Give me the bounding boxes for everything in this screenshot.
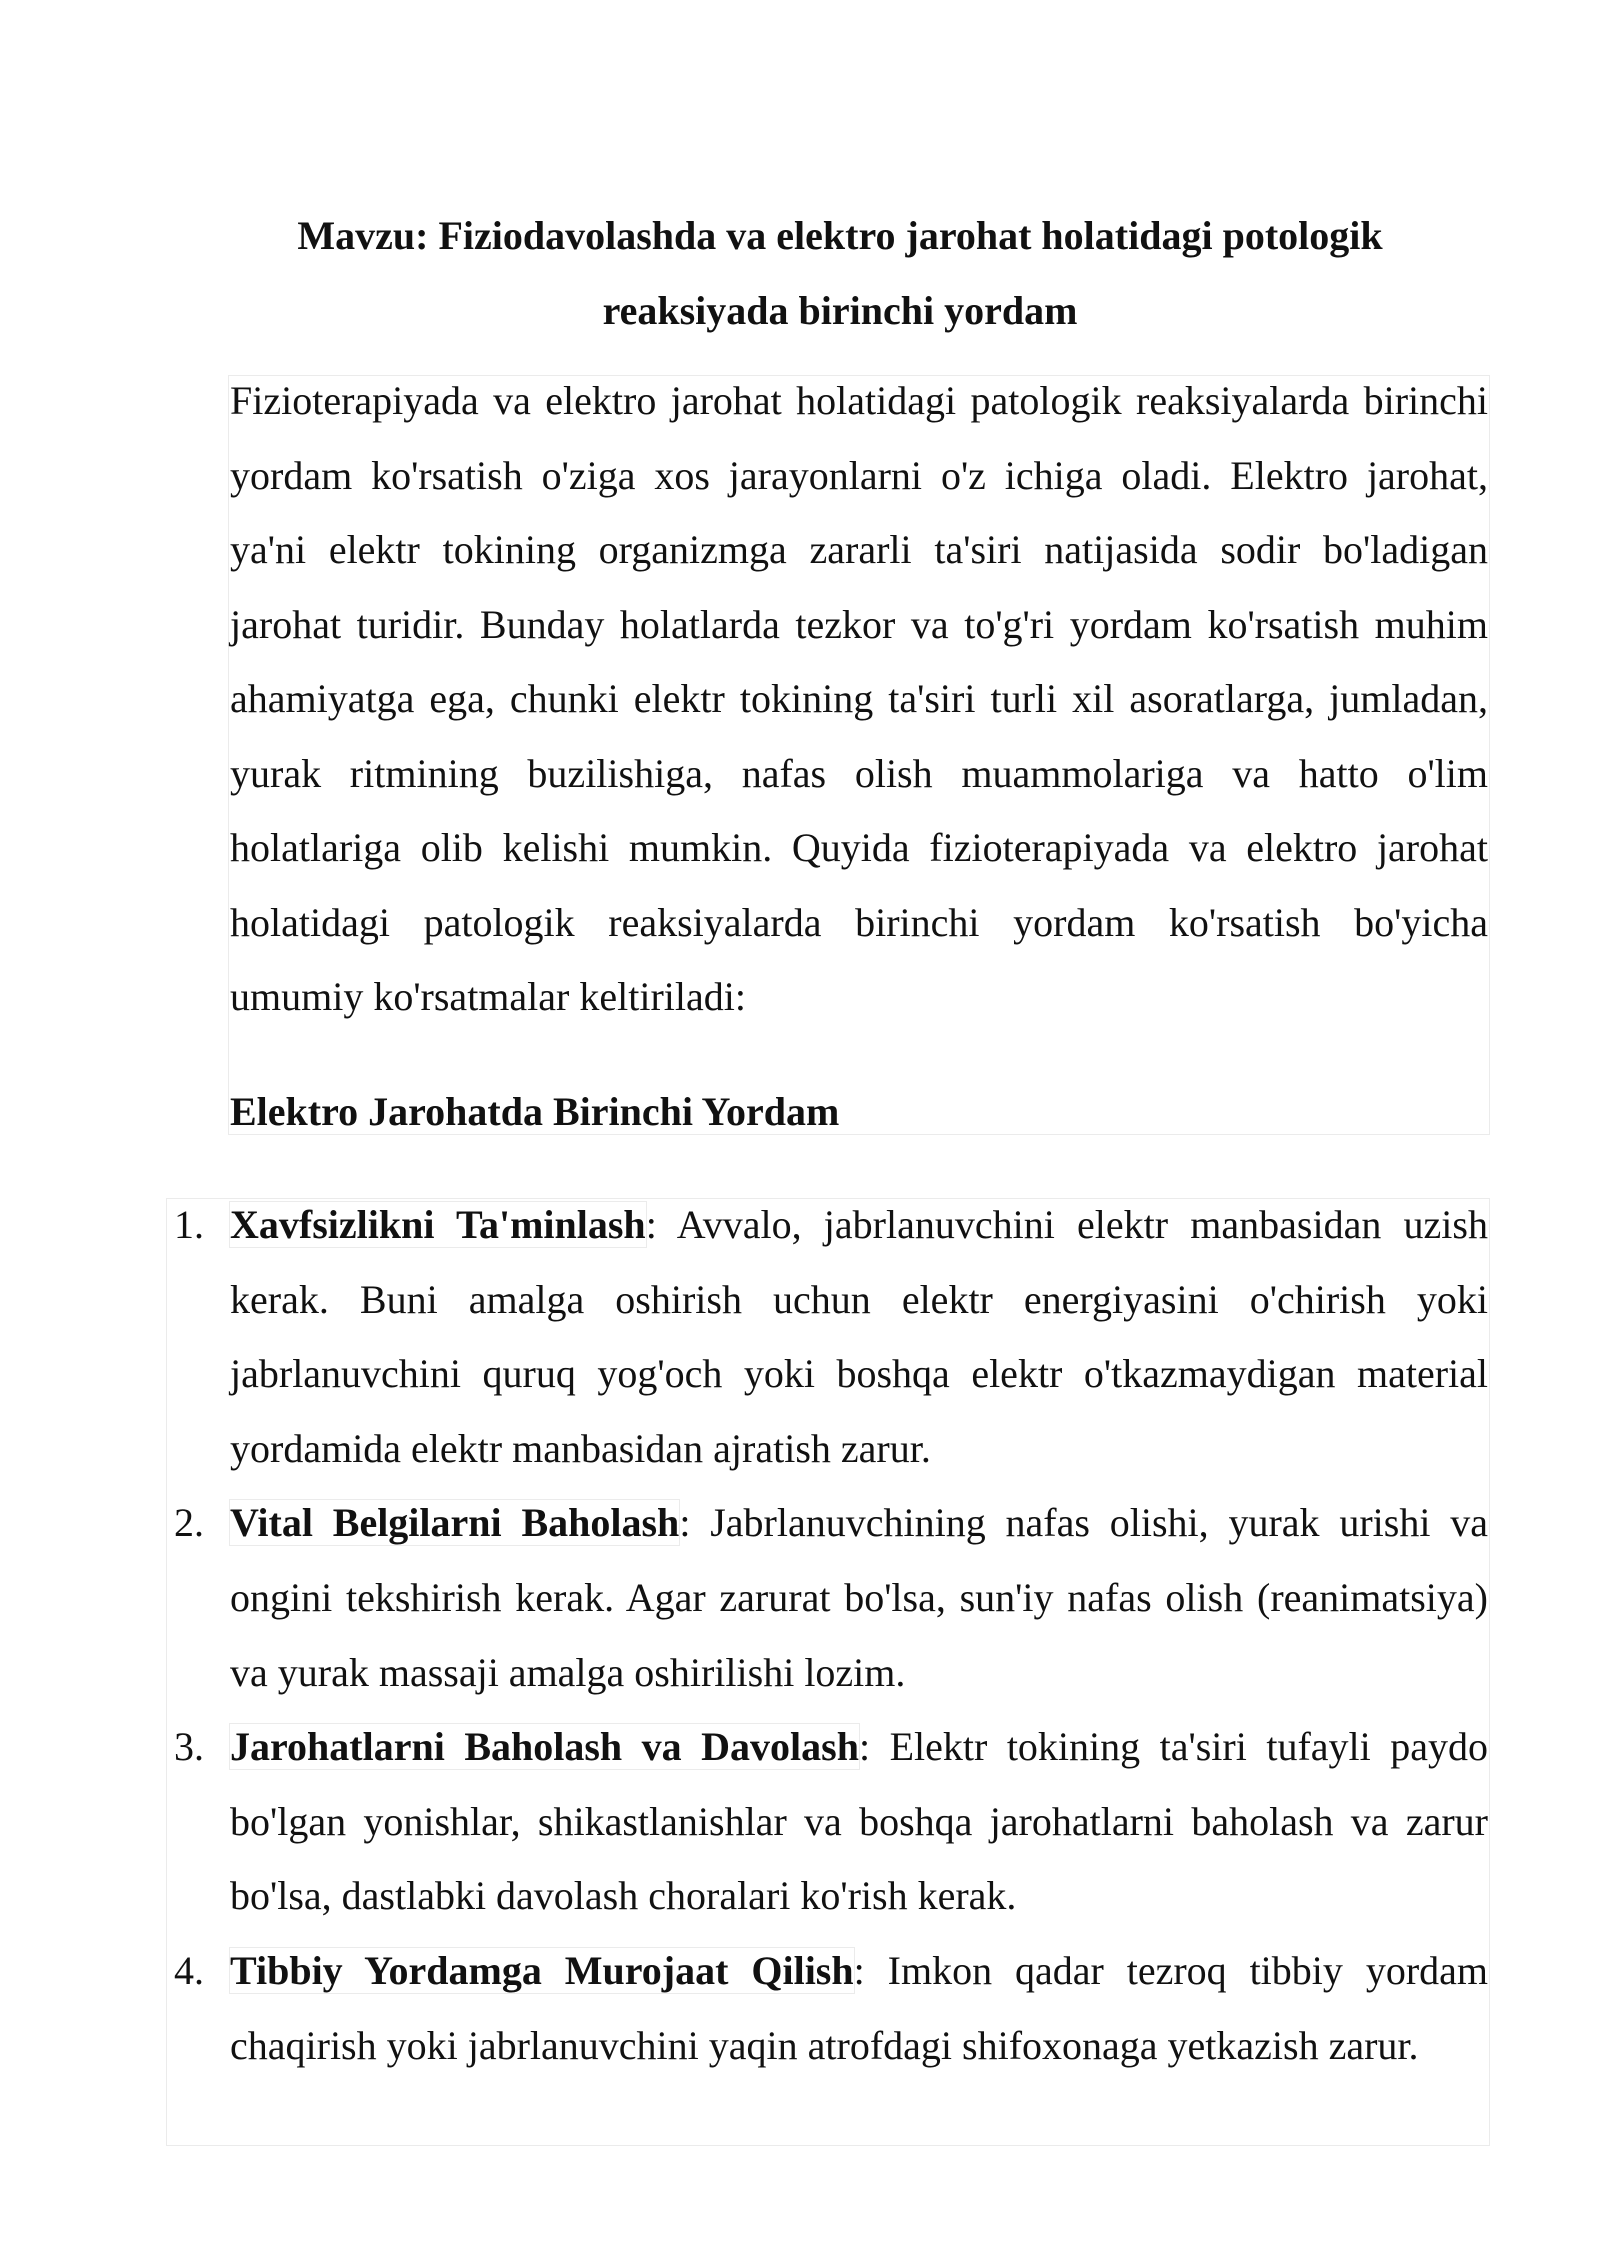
step-title: Vital Belgilarni Baholash [230, 1500, 680, 1546]
intro-paragraph: Fizioterapiyada va elektro jarohat holatidagi patologik reaksiyalarda birinchi yordam ko'rsatish o'ziga xos jarayonlarni o'z ichiga oladi. Elektro jarohat, ya'ni elektr tokining organizmga zararli ta'siri natijasida sodir bo'ladigan jarohat turidir. Bunday holatlarda tezkor va to'g'ri yordam ko'rsatish muhim ahamiyatga ega, chunki elektr tokining ta'siri turli xil asoratlarga, jumladan, yurak ritmining buzilishiga, nafas olish muammolariga va hatto o'lim holatlariga olib kelishi mumkin. Quyida fizioterapiyada va elektro jarohat holatidagi patologik reaksiyalarda birinchi yordam ko'rsatish bo'yicha umumiy ko'rsatmalar keltiriladi: [230, 378, 1488, 1019]
step-text: : Imkon qadar tezroq tibbiy yordam chaqirish yoki jabrlanuvchini yaqin atrofdagi shifoxonaga yetkazish zarur. [230, 1947, 1488, 2068]
section-heading: Elektro Jarohatda Birinchi Yordam [230, 1089, 840, 1134]
step-number: 2. [174, 1500, 204, 1546]
step-title: Xavfsizlikni Ta'minlash [230, 1202, 646, 1247]
step-number: 1. [174, 1202, 204, 1247]
list-item [174, 1486, 1489, 1710]
step-number: 4. [174, 1947, 204, 1993]
step-number: 3. [174, 1724, 204, 1770]
document-title: Mavzu: Fiziodavolashda va elektro jarohat holatidagi potologik reaksiyada birinchi yordam [297, 213, 1383, 333]
first-aid-steps-list [174, 1188, 1489, 2083]
step-text: : Avvalo, jabrlanuvchini elektr manbasidan uzish kerak. Buni amalga oshirish uchun elektr energiyasini o'chirish yoki jabrlanuvchini quruq yog'och yoki boshqa elektr o'tkazmaydigan material yordamida elektr manbasidan ajratish zarur. [230, 1202, 1488, 1471]
step-title: Jarohatlarni Baholash va Davolash [230, 1724, 859, 1770]
list-item [174, 1188, 1488, 1486]
step-text: : Elektr tokining ta'siri tufayli paydo bo'lgan yonishlar, shikastlanishlar va boshqa jarohatlarni baholash va zarur bo'lsa, dastlabki davolash choralari ko'rish kerak. [230, 1724, 1488, 1919]
list-item [174, 1710, 1488, 1934]
list-item [174, 1934, 1488, 2083]
step-text: : Jabrlanuvchining nafas olishi, yurak urishi va ongini tekshirish kerak. Agar zarurat bo'lsa, sun'iy nafas olish (reanimatsiya) va yurak massaji amalga oshirilishi lozim. [230, 1500, 1489, 1695]
step-title: Tibbiy Yordamga Murojaat Qilish [230, 1947, 854, 1993]
